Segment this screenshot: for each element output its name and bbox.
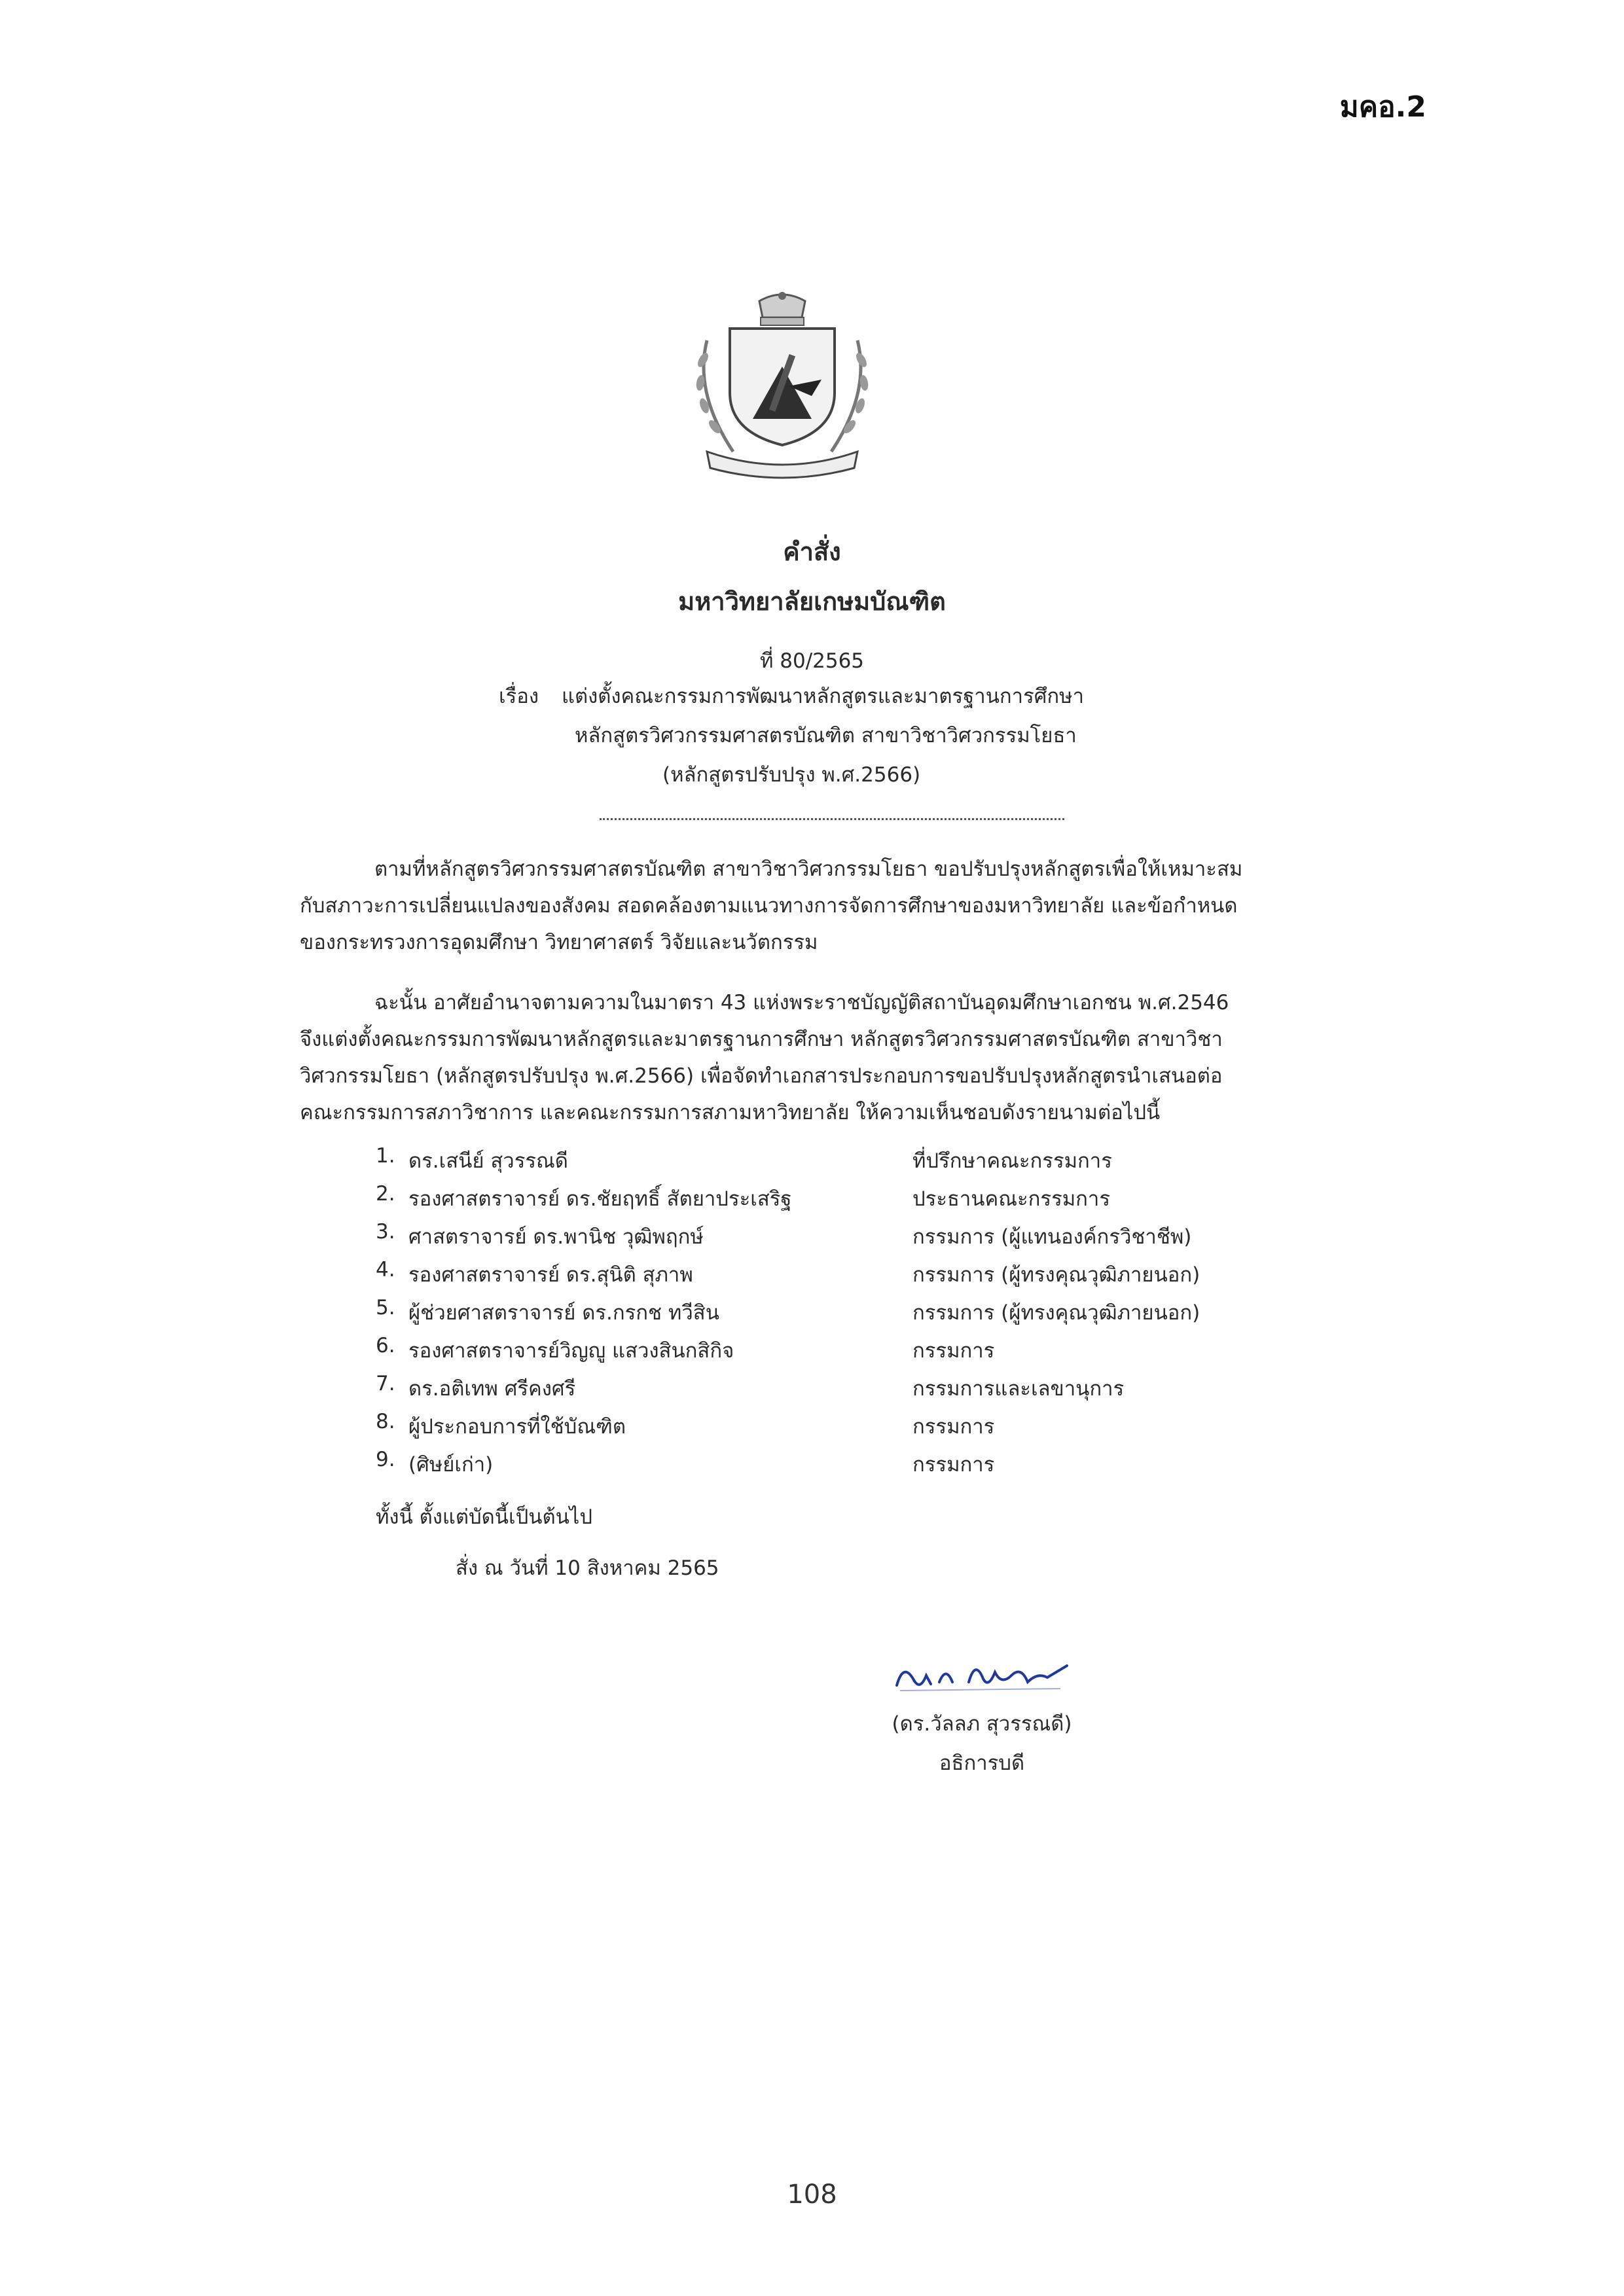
- member-row: [376, 1372, 1227, 1410]
- member-number: 6.: [376, 1334, 395, 1357]
- effective-statement: ทั้งนี้ ตั้งแต่บัดนี้เป็นต้นไป: [376, 1505, 593, 1529]
- member-number: 8.: [376, 1410, 395, 1433]
- member-name: ผู้ประกอบการที่ใช้บัณฑิต: [408, 1415, 626, 1439]
- order-title: คำสั่ง: [783, 537, 841, 566]
- member-name: ดร.เสนีย์ สุวรรณดี: [408, 1149, 568, 1173]
- paragraph-line: ฉะนั้น อาศัยอำนาจตามความในมาตรา 43 แห่งพระราชบัญญัติสถาบันอุดมศึกษาเอกชน พ.ศ.2546: [374, 991, 1229, 1014]
- member-row: [376, 1296, 1227, 1334]
- member-row: [376, 1182, 1227, 1220]
- member-role: กรรมการและเลขานุการ: [912, 1377, 1125, 1401]
- member-name: รองศาสตราจารย์ ดร.ชัยฤทธิ์ สัตยาประเสริฐ: [408, 1187, 792, 1211]
- member-row: [376, 1448, 1227, 1486]
- subject-line-2: หลักสูตรวิศวกรรมศาสตรบัณฑิต สาขาวิชาวิศวกรรมโยธา: [575, 724, 1077, 747]
- member-row: [376, 1410, 1227, 1448]
- paragraph-line: จึงแต่งตั้งคณะกรรมการพัฒนาหลักสูตรและมาตรฐานการศึกษา หลักสูตรวิศวกรรมศาสตรบัณฑิต สาขาวิชา: [300, 1028, 1223, 1051]
- member-name: (ศิษย์เก่า): [408, 1453, 494, 1477]
- university-seal-logo: [681, 288, 884, 484]
- committee-member-list: [376, 1144, 1227, 1486]
- signer-position: อธิการบดี: [939, 1751, 1025, 1775]
- member-name: รองศาสตราจารย์วิญญู แสวงสินกสิกิจ: [408, 1339, 734, 1363]
- member-row: [376, 1334, 1227, 1372]
- member-role: กรรมการ (ผู้ทรงคุณวุฒิภายนอก): [912, 1301, 1200, 1325]
- member-number: 9.: [376, 1448, 395, 1471]
- order-number: ที่ 80/2565: [759, 649, 865, 673]
- paragraph-line: ตามที่หลักสูตรวิศวกรรมศาสตรบัณฑิต สาขาวิชาวิศวกรรมโยธา ขอปรับปรุงหลักสูตรเพื่อให้เหมาะสม: [374, 857, 1243, 881]
- member-row: [376, 1144, 1227, 1182]
- member-name: ผู้ช่วยศาสตราจารย์ ดร.กรกช ทวีสิน: [408, 1301, 719, 1325]
- subject-line-1: แต่งตั้งคณะกรรมการพัฒนาหลักสูตรและมาตรฐานการศึกษา: [562, 685, 1085, 708]
- paragraph-appointment: [300, 984, 1295, 1131]
- subject-line-3: (หลักสูตรปรับปรุง พ.ศ.2566): [662, 763, 921, 787]
- order-date: สั่ง ณ วันที่ 10 สิงหาคม 2565: [456, 1556, 719, 1580]
- member-number: 4.: [376, 1258, 395, 1282]
- member-number: 3.: [376, 1220, 395, 1244]
- subject-label: เรื่อง: [499, 685, 539, 708]
- member-name: ศาสตราจารย์ ดร.พานิช วุฒิพฤกษ์: [408, 1225, 704, 1249]
- university-name: มหาวิทยาลัยเกษมบัณฑิต: [678, 587, 946, 616]
- document-code: มคอ.2: [1339, 90, 1426, 124]
- member-role: ประธานคณะกรรมการ: [912, 1187, 1110, 1211]
- paragraph-intro: [300, 851, 1295, 961]
- member-role: กรรมการ: [912, 1339, 995, 1363]
- member-number: 5.: [376, 1296, 395, 1319]
- order-subject: [499, 679, 1084, 712]
- member-name: รองศาสตราจารย์ ดร.สุนิติ สุภาพ: [408, 1263, 693, 1287]
- paragraph-line: วิศวกรรมโยธา (หลักสูตรปรับปรุง พ.ศ.2566) เพื่อจัดทำเอกสารประกอบการขอปรับปรุงหลักสูตรนำเสนอต่อ: [300, 1064, 1223, 1088]
- dotted-divider: [600, 818, 1064, 820]
- member-role: กรรมการ: [912, 1415, 995, 1439]
- member-name: ดร.อติเทพ ศรีคงศรี: [408, 1377, 576, 1401]
- member-number: 7.: [376, 1372, 395, 1395]
- handwritten-signature: [890, 1653, 1074, 1698]
- member-row: [376, 1258, 1227, 1296]
- page-number: 108: [787, 2179, 837, 2210]
- member-number: 2.: [376, 1182, 395, 1206]
- member-role: ที่ปรึกษาคณะกรรมการ: [912, 1149, 1112, 1173]
- member-number: 1.: [376, 1144, 395, 1168]
- paragraph-line: ของกระทรวงการอุดมศึกษา วิทยาศาสตร์ วิจัยและนวัตกรรม: [300, 931, 818, 954]
- paragraph-line: กับสภาวะการเปลี่ยนแปลงของสังคม สอดคล้องตามแนวทางการจัดการศึกษาของมหาวิทยาลัย และข้อกำหนด: [300, 894, 1238, 918]
- member-role: กรรมการ (ผู้ทรงคุณวุฒิภายนอก): [912, 1263, 1200, 1287]
- member-role: กรรมการ: [912, 1453, 995, 1477]
- signer-name: (ดร.วัลลภ สุวรรณดี): [892, 1712, 1072, 1736]
- member-row: [376, 1220, 1227, 1258]
- paragraph-line: คณะกรรมการสภาวิชาการ และคณะกรรมการสภามหาวิทยาลัย ให้ความเห็นชอบดังรายนามต่อไปนี้: [300, 1101, 1161, 1124]
- member-role: กรรมการ (ผู้แทนองค์กรวิชาชีพ): [912, 1225, 1192, 1249]
